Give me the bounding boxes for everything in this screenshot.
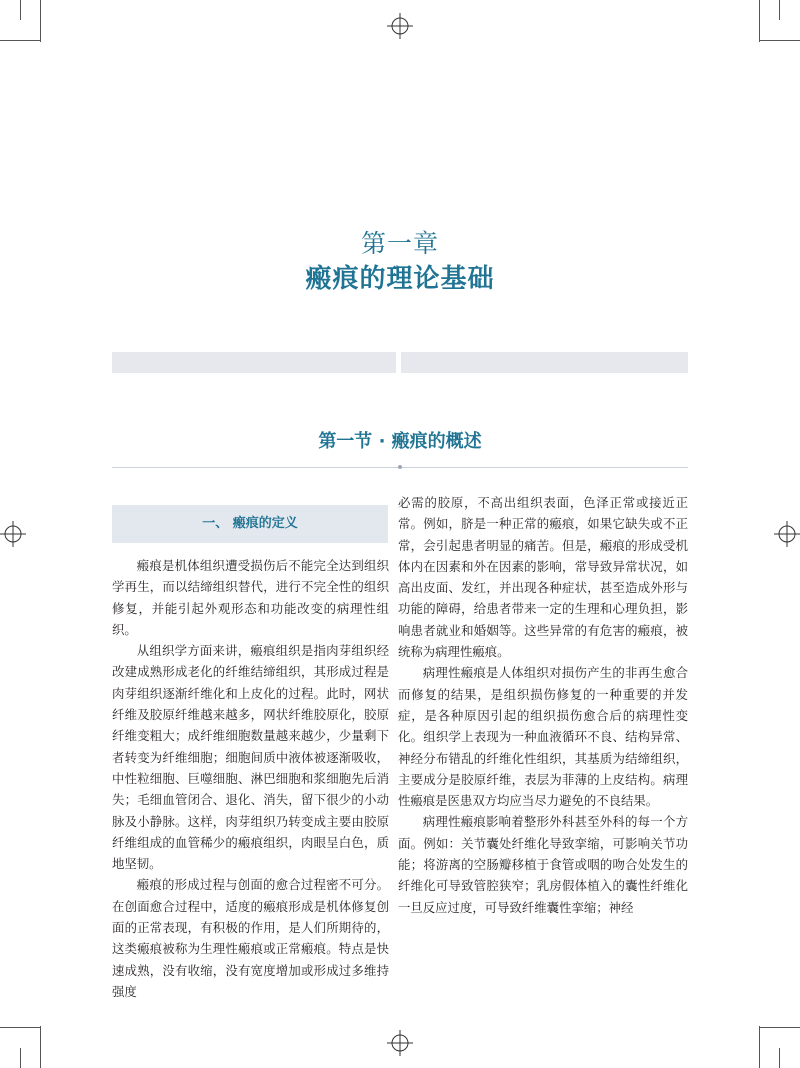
decorative-band-left bbox=[112, 352, 396, 373]
registration-mark-icon bbox=[0, 521, 26, 547]
crop-mark bbox=[40, 0, 41, 42]
divider-dot bbox=[398, 465, 402, 469]
subsection-title: 一、 瘢痕的定义 bbox=[112, 505, 388, 543]
body-paragraph: 病理性瘢痕是人体组织对损伤产生的非再生愈合而修复的结果，是组织损伤修复的一种重要的并发症，是各种原因引起的组织损伤愈合后的病理性变化。组织学上表现为一种血液循环不良、结构异常、神经分布错乱的纤维化性组织，其基质为结缔组织，主要成分是胶原纤维，表层为菲薄的上皮结构。病理性瘢痕是医患双方均应当尽力避免的不良结果。 bbox=[398, 665, 688, 809]
left-column bbox=[112, 555, 389, 1002]
registration-mark-icon bbox=[387, 13, 413, 39]
crop-mark bbox=[759, 0, 760, 42]
registration-mark-icon bbox=[387, 1030, 413, 1056]
crop-mark bbox=[0, 1027, 40, 1028]
right-column bbox=[398, 492, 688, 918]
crop-mark bbox=[760, 1027, 800, 1028]
crop-mark bbox=[779, 0, 780, 20]
crop-mark bbox=[20, 0, 21, 20]
crop-mark bbox=[0, 40, 40, 41]
chapter-number: 第一章 bbox=[360, 229, 439, 258]
crop-mark bbox=[40, 1026, 41, 1068]
crop-mark bbox=[20, 1048, 21, 1068]
body-paragraph: 瘢痕是机体组织遭受损伤后不能完全达到组织学再生，而以结缔组织替代，进行不完全性的组织修复，并能引起外观形态和功能改变的病理性组织。 bbox=[112, 558, 389, 637]
body-paragraph: 从组织学方面来讲，瘢痕组织是指肉芽组织经改建成熟形成老化的纤维结缔组织，其形成过程是肉芽组织逐渐纤维化和上皮化的过程。此时，网状纤维及胶原纤维越来越多，网状纤维胶原化，胶原纤维变粗大；成纤维细胞数量越来越少，少量剩下者转变为纤维细胞；细胞间质中液体被逐渐吸收，中性粒细胞、巨噬细胞、淋巴细胞和浆细胞先后消失；毛细血管闭合、退化、消失，留下很少的小动脉及小静脉。这样，肉芽组织乃转变成主要由胶原纤维组成的血管稀少的瘢痕组织，肉眼呈白色，质地坚韧。 bbox=[112, 643, 389, 872]
section-title: 第一节 · 瘢痕的概述 bbox=[318, 431, 482, 452]
registration-mark-icon bbox=[774, 521, 800, 547]
body-paragraph: 病理性瘢痕影响着整形外科甚至外科的每一个方面。例如：关节囊处纤维化导致挛缩，可影响关节功能；将游离的空肠瓣移植于食管或咽的吻合处发生的纤维化可导致管腔狭窄；乳房假体植入的囊性纤维化一旦反应过度，可导致纤维囊性挛缩；神经 bbox=[398, 814, 688, 915]
crop-mark bbox=[760, 40, 800, 41]
crop-mark bbox=[779, 1048, 780, 1068]
body-paragraph: 瘢痕的形成过程与创面的愈合过程密不可分。在创面愈合过程中，适度的瘢痕形成是机体修复创面的正常表现，有积极的作用，是人们所期待的，这类瘢痕被称为生理性瘢痕或正常瘢痕。特点是快速成熟，没有收缩，没有宽度增加或形成过多维持强度 bbox=[112, 877, 389, 999]
decorative-band-right bbox=[401, 352, 688, 373]
crop-mark bbox=[759, 1026, 760, 1068]
body-paragraph-continuation: 必需的胶原，不高出组织表面，色泽正常或接近正常。例如，脐是一种正常的瘢痕，如果它缺失或不正常，会引起患者明显的痛苦。但是，瘢痕的形成受机体内在因素和外在因素的影响，常导致异常状况，如高出皮面、发红，并出现各种症状，甚至造成外形与功能的障碍，给患者带来一定的生理和心理负担，影响患者就业和婚姻等。这些异常的有危害的瘢痕，被统称为病理性瘢痕。 bbox=[398, 495, 688, 660]
chapter-title: 瘢痕的理论基础 bbox=[305, 264, 495, 294]
